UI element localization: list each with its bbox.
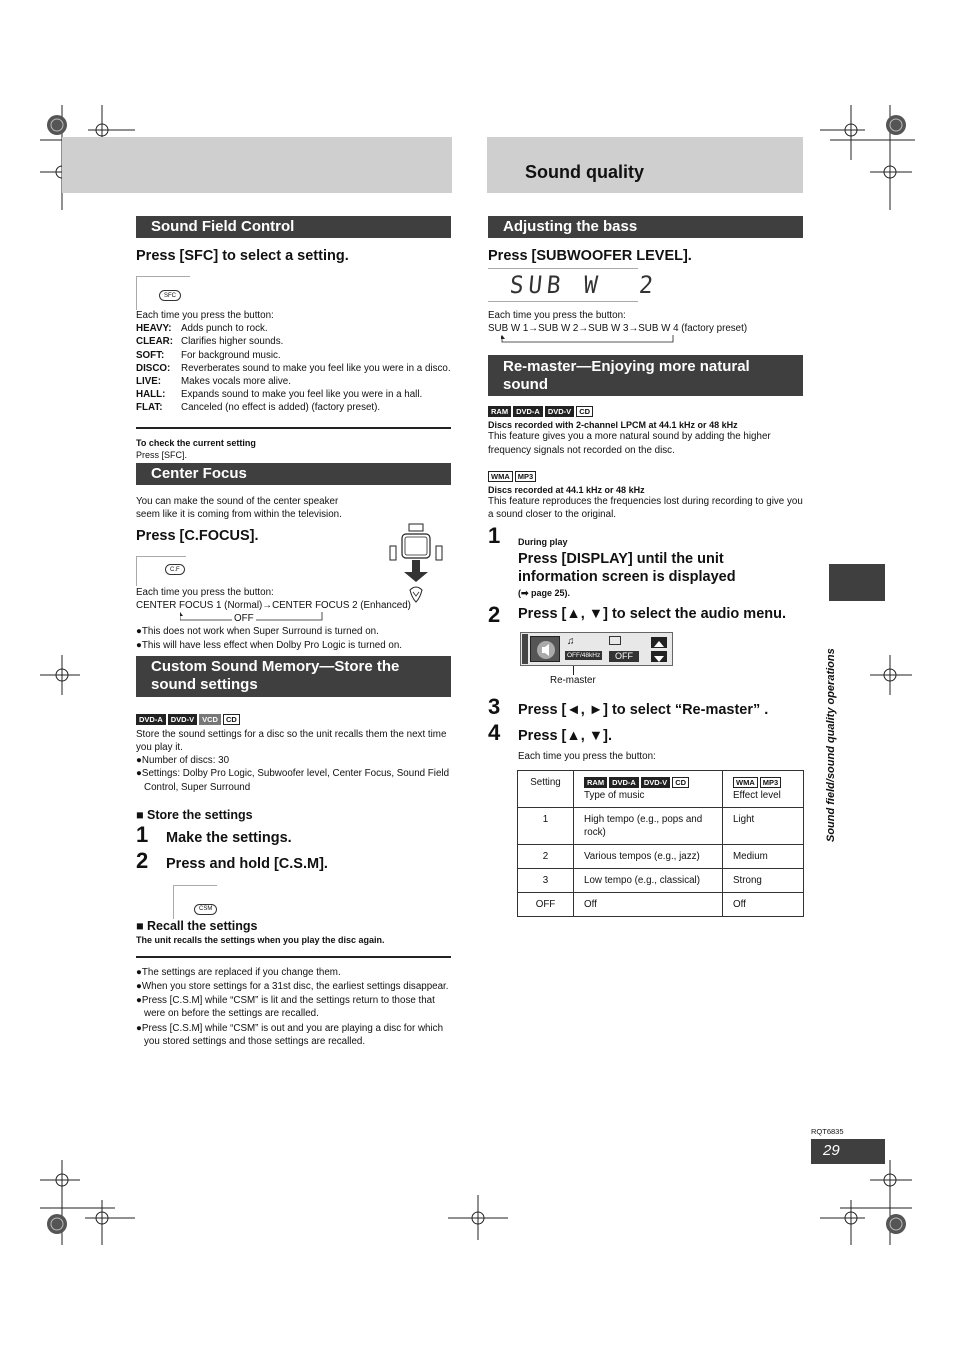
right-header-bar: [487, 137, 803, 193]
effect-level-label: Effect level: [733, 790, 781, 802]
csm-intro: Store the sound settings for a disc so the unit recalls them the next time you play it.: [136, 728, 447, 754]
sfc-setting-disco: DISCO: Reverberates sound to make you feel like you were in a disco.: [136, 362, 451, 374]
disc-tag: CD: [223, 714, 240, 725]
table-row: [518, 808, 804, 845]
table-row: [518, 893, 804, 917]
csm-button-illustration: [173, 885, 217, 919]
step-number: 2: [488, 602, 501, 628]
csm-notes: [136, 966, 451, 1048]
section-heading-center-focus: Center Focus: [136, 463, 451, 485]
disc-tag: RAM: [584, 777, 607, 788]
disc-tag: WMA: [488, 471, 513, 482]
table-cell: High tempo (e.g., pops and rock): [574, 808, 723, 845]
scrollbar: [522, 634, 528, 664]
csm-note: ●When you store settings for a 31st disc, the earliest settings disappear.: [136, 981, 449, 993]
table-cell: Off: [574, 893, 723, 917]
remaster-step-2-text: Press [▲, ▼] to select the audio menu.: [518, 606, 787, 623]
csm-disc-tags: [136, 709, 451, 727]
table-cell: Low tempo (e.g., classical): [574, 869, 723, 893]
side-tab: [829, 564, 885, 601]
csm-button-icon: CSM: [194, 904, 217, 915]
osd-frequency: OFF/48kHz: [567, 652, 601, 660]
type-of-music-label: Type of music: [584, 790, 645, 802]
remaster-step-4-text: Press [▲, ▼].: [518, 728, 612, 745]
remaster-text-2: This feature reproduces the frequencies lost during recording to give you a sound closer to the original.: [488, 495, 803, 521]
cfocus-button-illustration: [136, 556, 186, 586]
remaster-step-1-text: Press [DISPLAY] until the unit information screen is displayed: [518, 551, 736, 586]
remaster-disc-tags-1: [488, 401, 803, 419]
table-row: [518, 845, 804, 869]
page-title: Sound quality: [525, 162, 644, 182]
remaster-each: Each time you press the button:: [518, 751, 656, 763]
section-heading-sfc: Sound Field Control: [136, 216, 451, 238]
center-note: ●This will have less effect when Dolby Pro Logic is turned on.: [136, 639, 403, 651]
table-cell: OFF: [518, 893, 574, 917]
sfc-setting-clear: CLEAR: Clarifies higher sounds.: [136, 336, 284, 348]
remaster-icon: [609, 636, 621, 645]
remaster-table: [517, 770, 804, 917]
sfc-button-icon: SFC: [159, 290, 181, 301]
remaster-sub-1: Discs recorded with 2-channel LPCM at 44.1 kHz or 48 kHz: [488, 420, 738, 431]
disc-tag: CD: [576, 406, 593, 417]
table-cell: Off: [723, 893, 804, 917]
side-label: Sound field/sound quality operations: [825, 648, 837, 842]
step-number: 3: [488, 694, 501, 720]
center-cycle: CENTER FOCUS 1 (Normal)→CENTER FOCUS 2 (Enhanced): [136, 600, 411, 612]
disc-tag: CD: [672, 777, 689, 788]
section-heading-remaster: Re-master—Enjoying more natural sound: [488, 355, 803, 396]
sfc-setting-hall: HALL: Expands sound to make you feel like you were in a hall.: [136, 389, 423, 401]
speaker-icon: [530, 636, 560, 662]
table-header-row: [518, 771, 804, 808]
disc-tag: DVD-A: [136, 714, 166, 725]
remaster-step-2: [488, 604, 803, 626]
table-cell: Medium: [723, 845, 804, 869]
table-header-type: [574, 771, 723, 808]
step-number: 1: [136, 821, 149, 847]
sfc-setting-live: LIVE: Makes vocals more alive.: [136, 376, 291, 388]
table-header-effect: [723, 771, 804, 808]
subwoofer-display: [488, 268, 660, 302]
remaster-step-3-text: Press [◄, ►] to select “Re-master” .: [518, 702, 769, 719]
remaster-step-1-pre: During play: [518, 537, 568, 548]
audio-menu-osd: [520, 632, 673, 666]
csm-bullet: ●Settings: Dolby Pro Logic, Subwoofer level, Center Focus, Sound Field Control, Super Surround: [136, 768, 450, 793]
table-cell: Light: [723, 808, 804, 845]
sfc-press-instruction: Press [SFC] to select a setting.: [136, 248, 349, 264]
osd-remaster-label: Re-master: [550, 675, 596, 687]
cfocus-button-icon: C.F: [165, 564, 185, 575]
disc-tag: DVD-A: [609, 777, 639, 788]
csm-recall-text: The unit recalls the settings when you play the disc again.: [136, 934, 385, 945]
page-number: 29: [811, 1139, 885, 1164]
center-press-instruction: Press [C.FOCUS].: [136, 528, 259, 545]
csm-note: ●Press [C.S.M] while “CSM” is out and you are playing a disc for which you stored settings and those settings are recalled.: [136, 1022, 444, 1047]
csm-note: ●The settings are replaced if you change them.: [136, 966, 341, 978]
document-code: RQT6835: [811, 1127, 844, 1136]
csm-store-title: ■ Store the settings: [136, 807, 253, 822]
table-cell: 3: [518, 869, 574, 893]
disc-tag: DVD-V: [545, 406, 574, 417]
sfc-setting-soft: SOFT: For background music.: [136, 349, 281, 361]
csm-step-1: [136, 821, 451, 847]
disc-tag: DVD-V: [168, 714, 197, 725]
sfc-intro: Each time you press the button:: [136, 310, 274, 321]
remaster-sub-2: Discs recorded at 44.1 kHz or 48 kHz: [488, 484, 645, 495]
csm-step-1-text: Make the settings.: [166, 829, 292, 846]
bass-cycle: SUB W 1→SUB W 2→SUB W 3→SUB W 4 (factory preset): [488, 323, 748, 335]
remaster-step-4: [488, 722, 803, 744]
remaster-step-1: [488, 525, 803, 547]
table-cell: 1: [518, 808, 574, 845]
remaster-step-1-ref: (➡ page 25).: [518, 588, 571, 599]
center-cycle-return: [136, 612, 451, 625]
down-arrow-icon[interactable]: [651, 651, 667, 662]
left-header-bar: [62, 137, 452, 193]
disc-tag: MP3: [515, 471, 536, 482]
left-column: [136, 216, 451, 1048]
remaster-step-3: [488, 696, 803, 718]
sfc-setting-list: [136, 322, 451, 414]
disc-tag: VCD: [199, 714, 221, 725]
table-cell: Various tempos (e.g., jazz): [574, 845, 723, 869]
step-number: 4: [488, 720, 501, 746]
center-focus-speaker-diagram: [388, 522, 444, 608]
disc-tag: DVD-V: [641, 777, 670, 788]
cycle-arrow-icon: [501, 335, 676, 345]
csm-bullet: ●Number of discs: 30: [136, 755, 230, 767]
remaster-text-1: This feature gives you a more natural sound by adding the higher frequency signals not recorded on the disc.: [488, 431, 771, 456]
up-arrow-icon[interactable]: [651, 637, 667, 648]
table-cell: Strong: [723, 869, 804, 893]
step-number: 1: [488, 523, 501, 549]
sfc-check-title: To check the current setting: [136, 437, 256, 448]
music-note-icon: ♫: [567, 636, 575, 648]
section-heading-csm: Custom Sound Memory—Store the sound settings: [136, 656, 451, 697]
center-note: ●This does not work when Super Surround is turned on.: [136, 626, 379, 638]
bass-press-instruction: Press [SUBWOOFER LEVEL].: [488, 248, 692, 264]
csm-note: ●Press [C.S.M] while “CSM” is lit and the settings return to those that were on before the settings are recalled.: [136, 995, 435, 1020]
sfc-setting-flat: FLAT: Canceled (no effect is added) (factory preset).: [136, 402, 381, 414]
bass-each: Each time you press the button:: [488, 310, 626, 321]
disc-tag: DVD-A: [513, 406, 543, 417]
disc-tag: RAM: [488, 406, 511, 417]
subwoofer-display-text: SUB W 2: [508, 271, 660, 299]
remaster-disc-tags-2: [488, 466, 803, 484]
osd-remaster-value: OFF: [609, 651, 639, 662]
divider: [136, 427, 451, 429]
csm-step-2: [136, 847, 451, 873]
center-intro: You can make the sound of the center speaker seem like it is coming from within the television.: [136, 495, 342, 520]
disc-tag: WMA: [733, 777, 758, 788]
divider: [136, 956, 451, 958]
disc-tag: MP3: [760, 777, 781, 788]
center-off-label: OFF: [234, 613, 254, 625]
side-label-wrap: [825, 612, 845, 842]
sfc-button-illustration: [136, 276, 190, 310]
sfc-setting-heavy: HEAVY: Adds punch to rock.: [136, 323, 268, 335]
table-row: [518, 869, 804, 893]
csm-step-2-text: Press and hold [C.S.M].: [166, 855, 328, 872]
center-each: Each time you press the button:: [136, 587, 274, 599]
table-cell: 2: [518, 845, 574, 869]
step-number: 2: [136, 847, 149, 873]
sfc-check-text: Press [SFC].: [136, 449, 188, 460]
csm-recall-title: ■ Recall the settings: [136, 918, 258, 933]
osd-callout: [488, 666, 803, 686]
table-header-setting: Setting: [518, 771, 574, 808]
right-column: [488, 216, 803, 917]
section-heading-bass: Adjusting the bass: [488, 216, 803, 238]
